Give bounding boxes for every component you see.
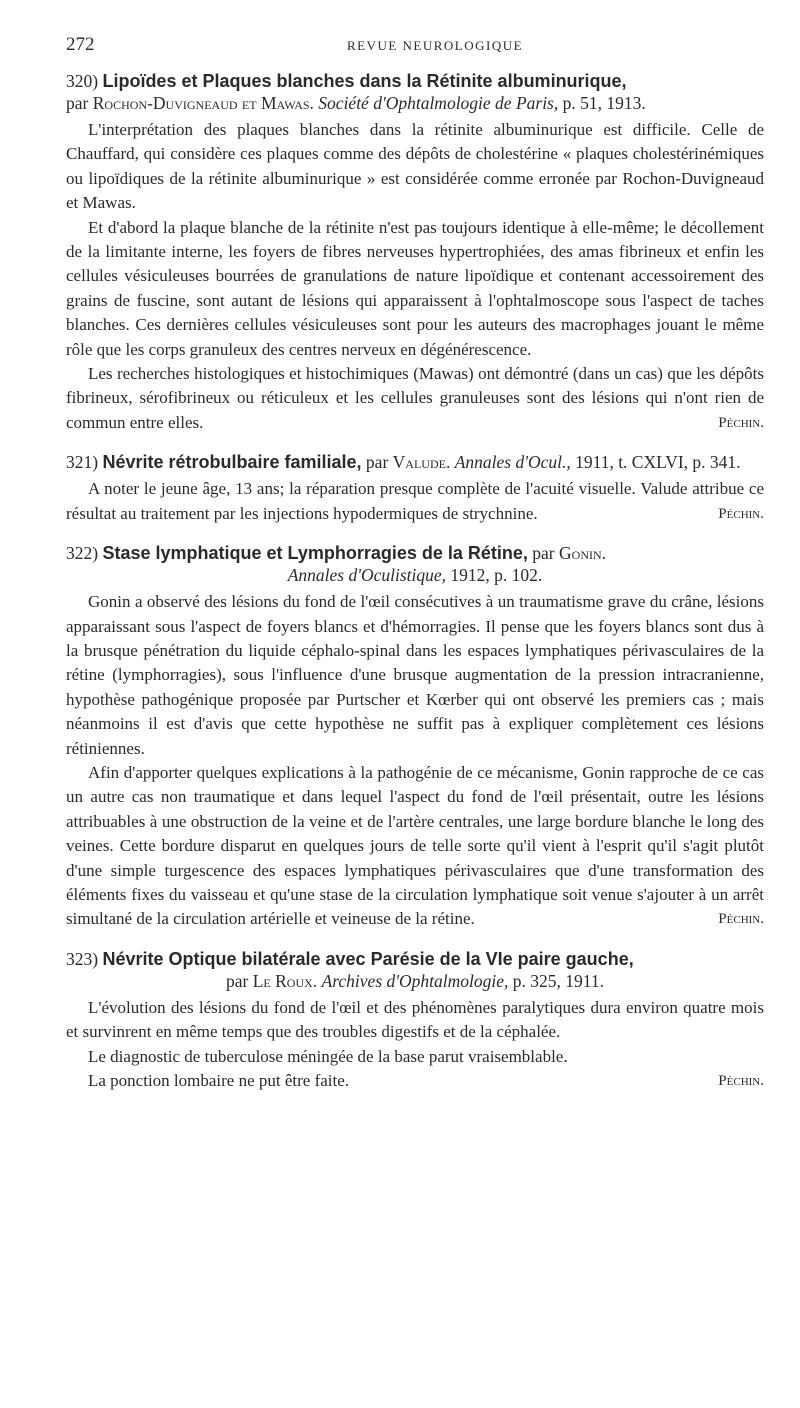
article-authors: Valude. [392,452,451,473]
running-head [66,28,764,62]
page-number: 272 [66,34,95,55]
article-heading [66,451,764,473]
article-heading [66,542,764,586]
paragraph [66,761,764,932]
paragraph: Le diagnostic de tuberculose méningée de la base parut vraisemblable. [88,1046,568,1066]
paragraph [66,362,764,435]
article-by: par [532,543,555,564]
article-source: Annales d'Ocul., [454,452,571,473]
article-citation [66,564,764,586]
article-title: Névrite rétrobulbaire familiale, [102,452,362,473]
paragraph: Et d'abord la plaque blanche de la rétinite n'est pas toujours identique à elle-même; le décollement de la limitante interne, les foyers de fibres nerveuses hypertrophiées, des amas fibrineux et enfin les cellules vésiculeuses bourrées de granulations de nature lipoïdique et contenant accessoirement des grains de fuscine, sont autant de lésions qui apparaissent à l'ophtalmoscope sous l'aspect de taches blanches. Ces dernières cellules vésiculeuses sont pour les auteurs des macrophages jouant le même rôle que les corps granuleux des centres nerveux en dégénérescence. [66,217,764,359]
article-source: Société d'Ophtalmologie de Paris, [318,93,559,113]
article-authors: Rochon-Duvigneaud et Mawas. [92,93,314,113]
article-by: par [66,93,89,113]
article-323 [66,948,764,1094]
signature: Péchin. [718,414,764,431]
article-322 [66,542,764,932]
article-title: Névrite Optique bilatérale avec Parésie de la VIe paire gauche, [102,948,634,969]
paragraph-text: Les recherches histologiques et histochimiques (Mawas) ont démontré (dans un cas) que les dépôts fibrineux, sérofibrineux ou réticuleux et les cellules granuleuses sont des lésions qui n'ont rien de commun entre elles. [66,364,764,432]
paragraph-text: A noter le jeune âge, 13 ans; la réparation presque complète de l'acuité visuelle. Valude attribue ce résultat au traitement par les injections hypodermiques de strychnine. [66,479,764,523]
article-authors: Le Roux. [252,970,318,991]
article-321 [66,451,764,526]
article-320 [66,70,764,435]
article-number: 323) [66,948,99,969]
article-citation [66,970,764,992]
article-ref: p. 325, 1911. [512,970,604,991]
signature: Péchin. [718,505,764,522]
paragraph: L'interprétation des plaques blanches dans la rétinite albuminurique est difficile. Celle de Chauffard, qui considère ces plaques comme des dépôts de cholestérine « plaques cholestérinémiques ou lipoïdiques de la rétinite albuminurique » est considérée comme erronée par Rochon-Duvigneaud et Mawas. [66,120,764,213]
paragraph [66,1069,764,1093]
article-heading [66,948,764,992]
article-by: par [226,970,249,991]
article-number: 320) [66,71,99,91]
article-source: Archives d'Ophtalmologie, [321,970,509,991]
article-number: 322) [66,543,99,564]
article-title: Lipoïdes et Plaques blanches dans la Rétinite albuminurique, [102,71,627,91]
paragraph: L'évolution des lésions du fond de l'œil et des phénomènes paralytiques dura environ quatre mois et survinrent en même temps que des troubles digestifs et de la céphalée. [66,997,764,1042]
paragraph [66,477,764,526]
article-number: 321) [66,452,99,473]
article-ref: 1911, t. CXLVI, p. 341. [575,452,741,473]
paragraph-text: La ponction lombaire ne put être faite. [88,1071,350,1090]
article-by: par [365,452,389,473]
article-ref: 1912, p. 102. [450,565,543,586]
signature: Péchin. [718,911,764,928]
signature: Péchin. [718,1073,764,1089]
article-ref: p. 51, 1913. [562,93,646,113]
paragraph-text: Afin d'apporter quelques explications à la pathogénie de ce mécanisme, Gonin rapproche de ce cas un autre cas non traumatique et dans lequel l'aspect du fond de l'œil présentait, outre les lésions attribuables à une obstruction de la veine et de l'artère centrales, une large bordure blanche le long des veines. Cette bordure disparut en quelques jours de telle sorte qu'il vient à l'esprit qu'il s'agit plutôt d'une simple turgescence des espaces lymphatiques périvasculaires que d'une transformation des éléments fixes du vaisseau et qu'une stase de la circulation lymphatique soit venue s'ajouter à un arrêt simultané de la circulation artérielle et veineuse de la rétine. [66,762,764,929]
article-title: Stase lymphatique et Lymphorragies de la Rétine, [102,543,528,564]
journal-title: REVUE NEUROLOGIQUE [346,38,524,53]
article-source: Annales d'Oculistique, [287,565,447,586]
paragraph: Gonin a observé des lésions du fond de l'œil consécutives à un traumatisme grave du crâne, lésions apparaissant sous l'aspect de foyers blancs et d'hémorragies. Il pense que les foyers blancs sont dus à la brusque pénétration du liquide céphalo-spinal dans les espaces lymphatiques périvasculaires de la rétine (lymphorragies), sous l'influence d'une brusque augmentation de la pression intracranienne, hypothèse pathogénique proposée par Purtscher et Kœrber qui ont observé les premiers cas ; mais néanmoins il est d'avis que cette hypothèse ne suffit pas à expliquer complètement ces lésions rétiniennes. [66,592,764,758]
article-authors: Gonin. [559,543,607,564]
article-heading [66,70,764,114]
